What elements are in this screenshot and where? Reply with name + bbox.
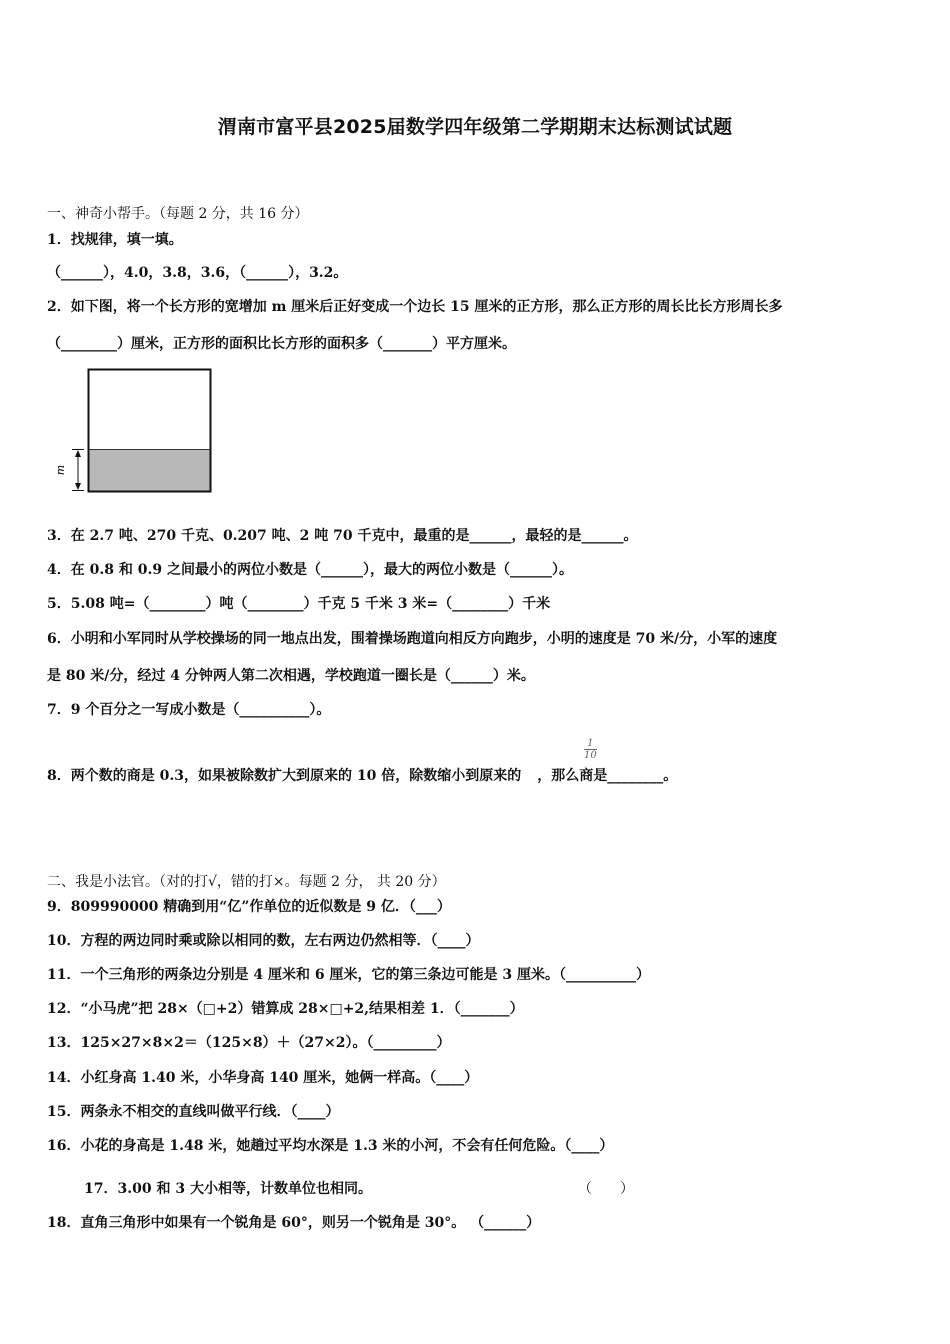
arrow-up-icon <box>75 450 81 457</box>
figure-label-m: m <box>54 464 67 476</box>
question-15: 15．两条永不相交的直线叫做平行线．（____） <box>47 1104 340 1120</box>
page-title: 渭南市富平县2025届数学四年级第二学期期末达标测试试题 <box>217 116 733 138</box>
question-18: 18．直角三角形中如果有一个锐角是 60°，则另一个锐角是 30°。 （______） <box>47 1215 541 1231</box>
question-8-prefix: 8．两个数的商是 0.3，如果被除数扩大到原来的 10 倍，除数缩小到原来的 <box>47 768 522 784</box>
question-6-line-1: 6．小明和小军同时从学校操场的同一地点出发，围着操场跑道向相反方向跑步，小明的速度是 70 米/分，小军的速度 <box>47 631 778 647</box>
section-2-header: 二、我是小法官。（对的打√，错的打×。每题 2 分， 共 20 分） <box>47 874 446 890</box>
question-17: 17．3.00 和 3 大小相等，计数单位也相同。 <box>84 1181 372 1197</box>
question-8-suffix: ，那么商是________。 <box>537 768 678 784</box>
question-8 <box>47 765 677 785</box>
question-5: 5．5.08 吨=（________）吨（________）千克 5 千米 3 米=（________）千米 <box>47 596 551 612</box>
shaded-strip <box>90 450 210 491</box>
fraction-one-tenth <box>584 738 597 761</box>
rectangle-diagram <box>50 365 220 497</box>
question-4: 4．在 0.8 和 0.9 之间最小的两位小数是（______），最大的两位小数是（______）。 <box>47 562 573 578</box>
question-2-line-2: （________）厘米，正方形的面积比长方形的面积多（_______）平方厘米。 <box>47 336 516 352</box>
question-2-line-1: 2．如下图，将一个长方形的宽增加 m 厘米后正好变成一个边长 15 厘米的正方形，那么正方形的周长比长方形周长多 <box>47 299 783 315</box>
question-7: 7．9 个百分之一写成小数是（__________）。 <box>47 702 331 718</box>
question-1-body: （______），4.0，3.8，3.6，（______），3.2。 <box>47 265 348 281</box>
section-1-header: 一、神奇小帮手。（每题 2 分，共 16 分） <box>47 206 309 222</box>
question-13: 13．125×27×8×2＝（125×8）＋（27×2）。（_________） <box>47 1035 451 1051</box>
question-6-line-2: 是 80 米/分，经过 4 分钟两人第二次相遇，学校跑道一圈长是（______）米。 <box>47 668 535 684</box>
question-14: 14．小红身高 1.40 米，小华身高 140 厘米，她俩一样高。（____） <box>47 1070 479 1086</box>
question-3: 3．在 2.7 吨、270 千克、0.207 吨、2 吨 70 千克中，最重的是______，最轻的是______。 <box>47 528 638 544</box>
question-10: 10．方程的两边同时乘或除以相同的数，左右两边仍然相等．（____） <box>47 933 480 949</box>
arrow-down-icon <box>75 483 81 490</box>
rectangle-figure <box>50 365 220 501</box>
question-9: 9．809990000 精确到用“亿”作单位的近似数是 9 亿．（___） <box>47 899 451 915</box>
question-17-blank: （ ） <box>578 1181 634 1197</box>
question-12: 12．“小马虎”把 28×（□+2）错算成 28×□+2,结果相差 1．（_______） <box>47 1001 524 1017</box>
fraction-numerator: 1 <box>584 738 597 750</box>
question-1-title: 1．找规律，填一填。 <box>47 232 183 248</box>
question-16: 16．小花的身高是 1.48 米，她趟过平均水深是 1.3 米的小河，不会有任何危险。（____） <box>47 1138 614 1154</box>
question-11: 11．一个三角形的两条边分别是 4 厘米和 6 厘米，它的第三条边可能是 3 厘米。（__________） <box>47 967 650 983</box>
fraction-denominator: 10 <box>584 750 597 761</box>
